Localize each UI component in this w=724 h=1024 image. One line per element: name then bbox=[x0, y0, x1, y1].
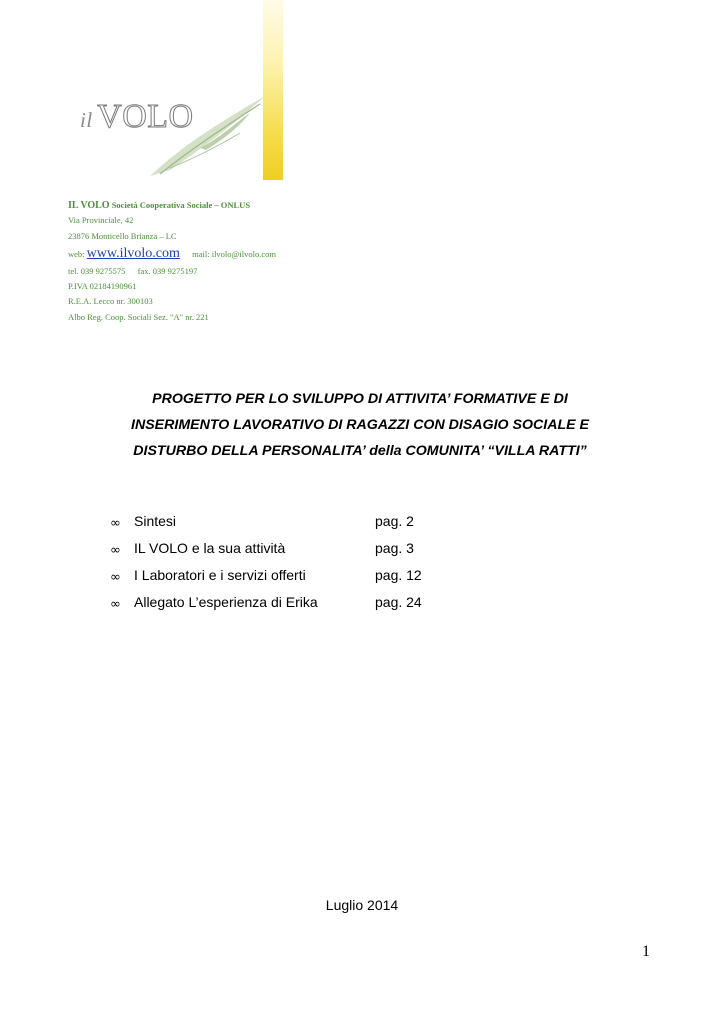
title-line-2: INSERIMENTO LAVORATIVO DI RAGAZZI CON DISAGIO SOCIALE E bbox=[131, 417, 589, 433]
title-line-1: PROGETTO PER LO SVILUPPO DI ATTIVITA’ FORMATIVE E DI bbox=[152, 391, 568, 407]
letterhead-web-label: web: bbox=[68, 248, 85, 259]
letterhead-street: Via Provinciale, 42 bbox=[68, 215, 134, 226]
table-of-contents bbox=[110, 513, 510, 621]
letterhead-piva: P.IVA 02184190961 bbox=[68, 281, 137, 292]
toc-item-page: pag. 3 bbox=[375, 540, 414, 556]
toc-item bbox=[110, 513, 510, 540]
letterhead-org bbox=[68, 198, 388, 213]
letterhead-mail: mail: ilvolo@ilvolo.com bbox=[192, 248, 276, 259]
document-date: Luglio 2014 bbox=[325, 897, 399, 913]
page-number: 1 bbox=[642, 943, 650, 960]
logo-volo-text: VOLO bbox=[97, 98, 194, 135]
infinity-bullet-icon: ∞ bbox=[110, 543, 121, 558]
toc-item-page: pag. 2 bbox=[375, 513, 414, 529]
letterhead-web bbox=[68, 244, 388, 264]
toc-item-page: pag. 24 bbox=[375, 594, 422, 610]
letterhead-rea: R.E.A. Lecco nr. 300103 bbox=[68, 296, 153, 307]
infinity-bullet-icon: ∞ bbox=[110, 597, 121, 612]
letterhead-phone bbox=[68, 264, 388, 279]
toc-item-label: IL VOLO e la sua attività bbox=[134, 540, 286, 556]
toc-item bbox=[110, 540, 510, 567]
toc-item bbox=[110, 567, 510, 594]
letterhead-city: 23876 Monticello Brianza – LC bbox=[68, 230, 177, 241]
infinity-bullet-icon: ∞ bbox=[110, 570, 121, 585]
toc-item-label: I Laboratori e i servizi offerti bbox=[134, 567, 306, 583]
toc-item-label: Sintesi bbox=[134, 513, 177, 529]
letterhead-tel: tel. 039 9275575 bbox=[68, 265, 126, 276]
title-line-3: DISTURBO DELLA PERSONALITA’ della COMUNITA’ “VILLA RATTI” bbox=[133, 443, 587, 459]
letterhead bbox=[68, 198, 388, 325]
letterhead-org-suffix: Società Cooperativa Sociale – ONLUS bbox=[111, 200, 251, 210]
infinity-bullet-icon: ∞ bbox=[110, 516, 121, 531]
logo-il-text: il bbox=[80, 108, 93, 132]
toc-item bbox=[110, 594, 510, 621]
document-title bbox=[100, 386, 620, 464]
website-link[interactable]: www.ilvolo.com bbox=[86, 245, 180, 261]
toc-item-page: pag. 12 bbox=[375, 567, 422, 583]
letterhead-albo: Albo Reg. Coop. Sociali Sez. "A" nr. 221 bbox=[68, 311, 209, 322]
bird-feather-icon bbox=[140, 88, 270, 180]
letterhead-fax: fax. 039 9275197 bbox=[137, 265, 198, 276]
toc-item-label: Allegato L’esperienza di Erika bbox=[134, 594, 318, 610]
letterhead-org-name: IL VOLO bbox=[68, 200, 110, 211]
